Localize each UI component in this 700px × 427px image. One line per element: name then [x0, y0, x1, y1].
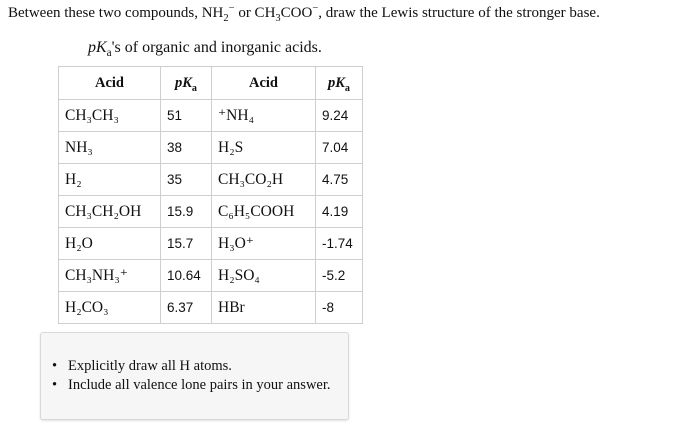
instructions-box — [40, 332, 349, 420]
pka-cell: 35 — [161, 164, 212, 196]
pka-table — [58, 66, 363, 324]
pka-cell: 38 — [161, 132, 212, 164]
table-header-row — [59, 67, 363, 100]
header-pka-2-label: pK — [328, 74, 345, 91]
acid-cell: H₂O — [59, 228, 161, 260]
table-row — [59, 100, 363, 132]
question-coo: COO — [280, 5, 313, 21]
coo-charge: − — [312, 3, 319, 14]
pka-cell: 15.9 — [161, 196, 212, 228]
pka-cell: 9.24 — [316, 100, 363, 132]
table-row — [59, 228, 363, 260]
acid-cell: CH₃CH₂OH — [59, 196, 161, 228]
acid-cell: HBr — [212, 292, 316, 324]
bullet-icon: • — [52, 377, 58, 393]
caption-sub: a — [106, 47, 112, 60]
instruction-text: Include all valence lone pairs in your answer. — [68, 377, 331, 393]
table-row — [59, 132, 363, 164]
pka-cell: 4.75 — [316, 164, 363, 196]
pka-cell: 6.37 — [161, 292, 212, 324]
acid-cell: CH₃CO₂H — [212, 164, 316, 196]
question-text — [8, 4, 698, 22]
instruction-text: Explicitly draw all H atoms. — [68, 358, 232, 374]
acid-cell: H₂SO₄ — [212, 260, 316, 292]
question-prefix: Between these two compounds, NH — [8, 5, 224, 21]
question-or: or CH — [234, 5, 276, 21]
table-row — [59, 292, 363, 324]
acid-cell: CH₃NH₃⁺ — [59, 260, 161, 292]
nh2-subscript: 2 — [223, 13, 229, 24]
pka-cell: -5.2 — [316, 260, 363, 292]
table-row — [59, 260, 363, 292]
pka-cell: 51 — [161, 100, 212, 132]
header-pka-1-sub: a — [191, 82, 197, 94]
acid-cell: ⁺NH₄ — [212, 100, 316, 132]
pka-cell: 10.64 — [161, 260, 212, 292]
nh2-charge: − — [228, 3, 235, 14]
bullet-icon: • — [52, 358, 58, 374]
header-pka-2 — [316, 67, 363, 100]
pka-cell: 7.04 — [316, 132, 363, 164]
list-item — [52, 357, 331, 376]
acid-cell: H₃O⁺ — [212, 228, 316, 260]
pka-cell: 15.7 — [161, 228, 212, 260]
header-acid-1: Acid — [59, 67, 161, 100]
acid-cell: CH₃CH₃ — [59, 100, 161, 132]
acid-cell: C₆H₅COOH — [212, 196, 316, 228]
pka-cell: -1.74 — [316, 228, 363, 260]
acid-cell: H₂ — [59, 164, 161, 196]
caption-pk: pK — [88, 39, 107, 56]
caption-text: 's of organic and inorganic acids. — [111, 39, 322, 56]
table-caption — [88, 39, 322, 60]
list-item — [52, 376, 331, 395]
instructions-list — [52, 357, 331, 395]
ch3-subscript: 3 — [275, 13, 281, 24]
acid-cell: NH₃ — [59, 132, 161, 164]
header-acid-2: Acid — [212, 67, 316, 100]
header-pka-1 — [161, 67, 212, 100]
question-suffix: , draw the Lewis structure of the stronger base. — [318, 5, 600, 21]
table-row — [59, 196, 363, 228]
table-row — [59, 164, 363, 196]
pka-cell: -8 — [316, 292, 363, 324]
acid-cell: H₂S — [212, 132, 316, 164]
pka-cell: 4.19 — [316, 196, 363, 228]
header-pka-2-sub: a — [344, 82, 350, 94]
acid-cell: H₂CO₃ — [59, 292, 161, 324]
header-pka-1-label: pK — [175, 74, 192, 91]
